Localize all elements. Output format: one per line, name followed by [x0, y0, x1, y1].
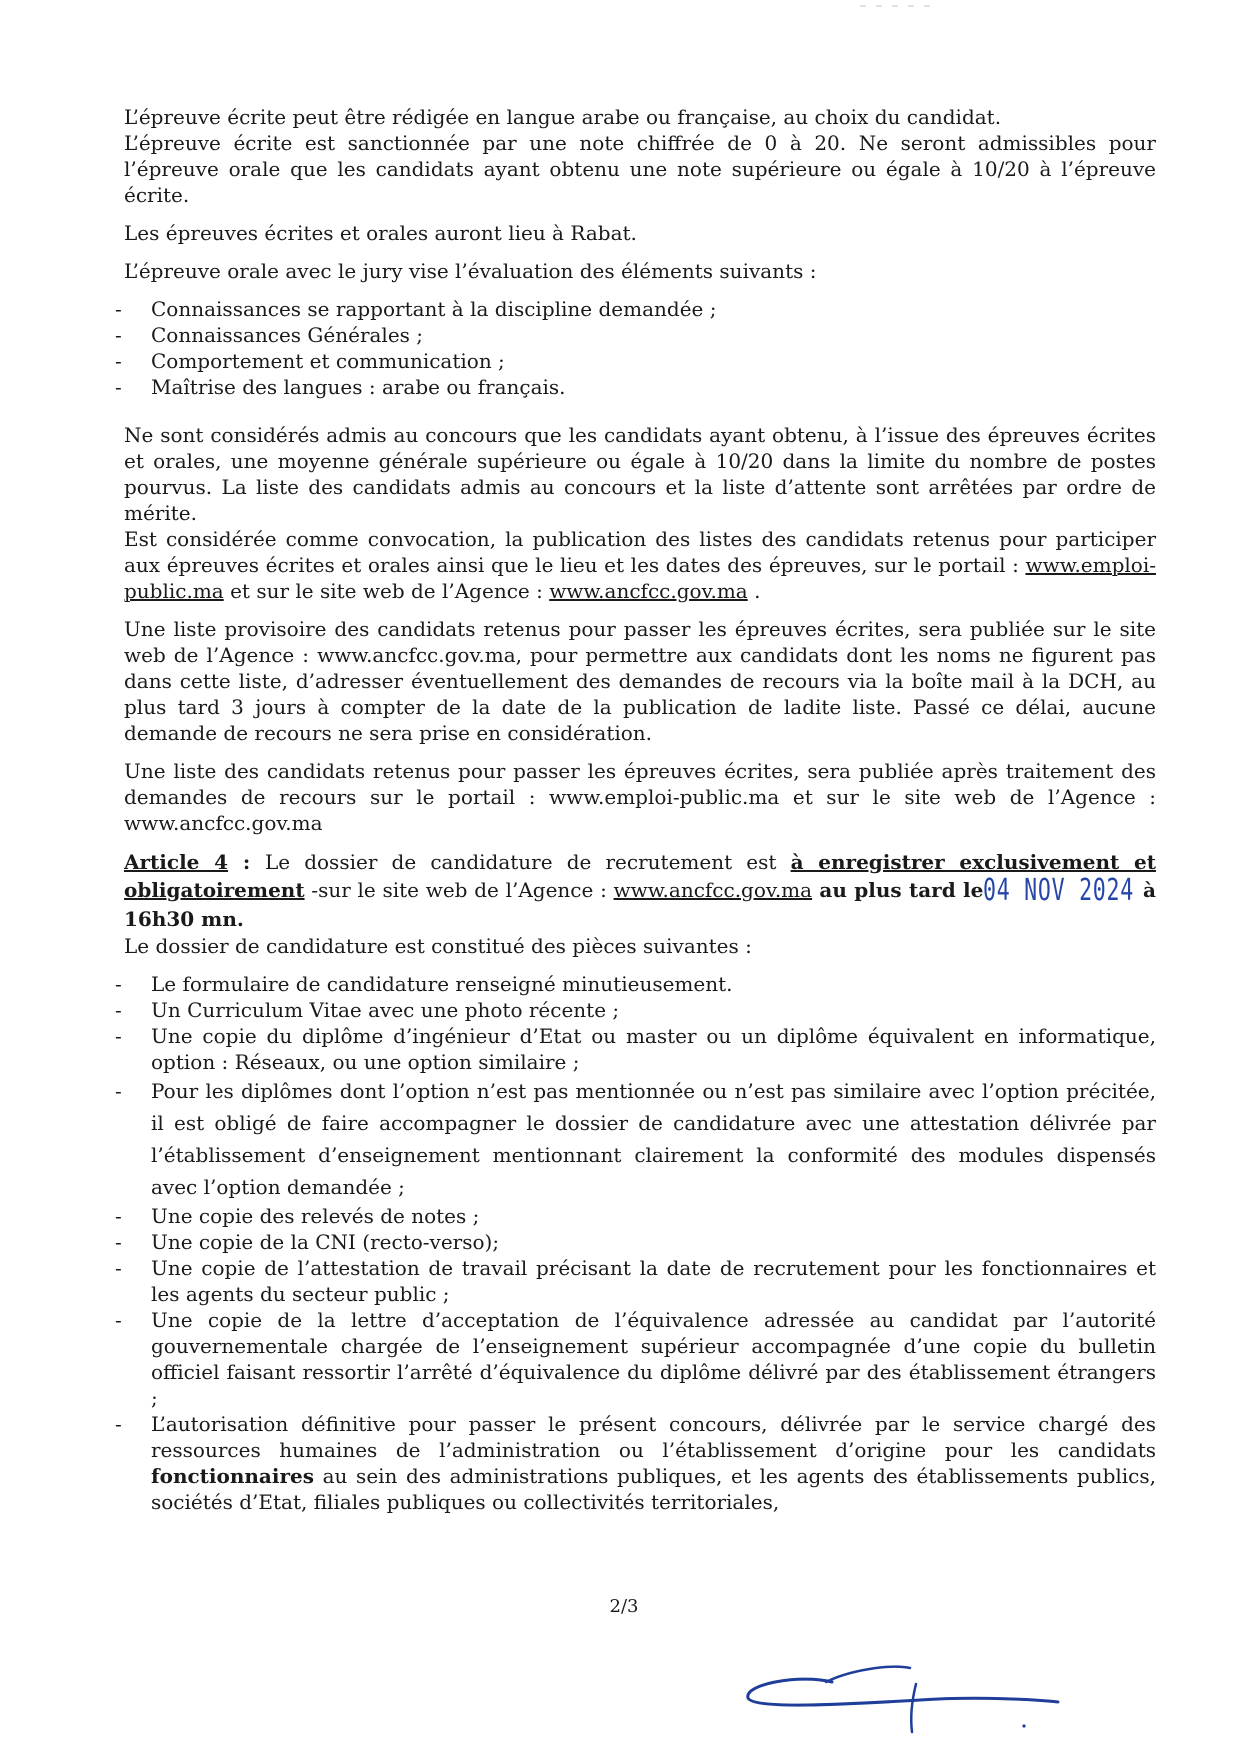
paragraph-dossier-intro: Le dossier de candidature est constitué des pièces suivantes :	[124, 934, 752, 958]
article-4-text-b: -sur le site web de l’Agence :	[304, 878, 614, 902]
list-item: - Pour les diplômes dont l’option n’est pas mentionnée ou n’est pas similaire avec l’option précitée, il est obligé de faire accompagner le dossier de candidature avec une attestation délivrée par l’établissement d’enseignement mentionnant clairement la conformité des modules dispensés avec l’option demandée ;	[124, 1075, 1156, 1203]
list-item: - Le formulaire de candidature renseigné minutieusement.	[124, 971, 1156, 997]
article-4-emphasis: à enregistrer exclusivement et obligatoirement	[124, 850, 1156, 902]
convocation-text-c: .	[747, 579, 761, 603]
oral-criteria-list	[124, 296, 1156, 400]
paragraph-oral-intro: L’épreuve orale avec le jury vise l’évaluation des éléments suivants :	[124, 259, 817, 283]
list-item	[124, 1411, 1156, 1515]
list-item: - Un Curriculum Vitae avec une photo récente ;	[124, 997, 1156, 1023]
paragraph-written-grading: L’épreuve écrite est sanctionnée par une note chiffrée de 0 à 20. Ne seront admissibles pour l’épreuve orale que les candidats ayant obtenu une note supérieure ou égale à 10/20 à l’épreuve écrite.	[124, 131, 1156, 207]
list-item: - Une copie de la lettre d’acceptation de l’équivalence adressée au candidat par l’autorité gouvernementale chargée de l’enseignement supérieur accompagnée d’une copie du bulletin officiel faisant ressortir l’arrêté d’équivalence du diplôme délivré par des établissement étrangers ;	[124, 1307, 1156, 1411]
list-item: - Une copie des relevés de notes ;	[124, 1203, 1156, 1229]
ancfcc-link[interactable]: www.ancfcc.gov.ma	[549, 579, 748, 603]
article-4-label: Article 4	[124, 850, 229, 874]
paragraph-admission: Ne sont considérés admis au concours que les candidats ayant obtenu, à l’issue des épreuves écrites et orales, une moyenne générale supérieure ou égale à 10/20 dans la limite du nombre de postes pourvus. La liste des candidats admis au concours et la liste d’attente sont arrêtées par ordre de mérite.	[124, 423, 1156, 525]
signature	[740, 1640, 1080, 1740]
ancfcc-link-article-4[interactable]: www.ancfcc.gov.ma	[613, 878, 813, 902]
paragraph-written-language: L’épreuve écrite peut être rédigée en langue arabe ou française, au choix du candidat.	[124, 105, 1002, 129]
list-item: - Une copie de la CNI (recto-verso);	[124, 1229, 1156, 1255]
authorization-text-a: L’autorisation définitive pour passer le présent concours, délivrée par le service chargé des ressources humaines de l’administration ou l’établissement d’origine pour les candidats	[151, 1412, 1156, 1462]
list-item: - Comportement et communication ;	[124, 348, 1156, 374]
emploi-public-link[interactable]: www.emploi-public.ma	[124, 553, 1156, 603]
paragraph-convocation	[124, 526, 1156, 604]
document-body	[124, 104, 1156, 1515]
article-4-deadline-prefix: au plus tard le	[812, 878, 984, 902]
scan-artifact	[860, 4, 940, 8]
list-item: - Connaissances Générales ;	[124, 322, 1156, 348]
paragraph-location: Les épreuves écrites et orales auront lieu à Rabat.	[124, 221, 637, 245]
page-number: 2/3	[609, 1596, 639, 1617]
authorization-text-b: au sein des administrations publiques, et les agents des établissements publics, sociétés d’Etat, filiales publiques ou collectivités territoriales,	[151, 1464, 1156, 1514]
paragraph-final-list: Une liste des candidats retenus pour passer les épreuves écrites, sera publiée après traitement des demandes de recours sur le portail : www.emploi-public.ma et sur le site web de l’Agence : www.ancfcc.gov.ma	[124, 759, 1156, 835]
list-item: - Connaissances se rapportant à la discipline demandée ;	[124, 296, 1156, 322]
list-item: - Une copie du diplôme d’ingénieur d’Etat ou master ou un diplôme équivalent en informatique, option : Réseaux, ou une option similaire ;	[124, 1023, 1156, 1075]
list-item: - Une copie de l’attestation de travail précisant la date de recrutement pour les fonctionnaires et les agents du secteur public ;	[124, 1255, 1156, 1307]
date-stamp: 04 NOV 2024	[983, 873, 1135, 908]
paragraph-provisional-list: Une liste provisoire des candidats retenus pour passer les épreuves écrites, sera publiée sur le site web de l’Agence : www.ancfcc.gov.ma, pour permettre aux candidats dont les noms ne figurent pas dans cette liste, d’adresser éventuellement des demandes de recours via la boîte mail à la DCH, au plus tard 3 jours à compter de la date de la publication de ladite liste. Passé ce délai, aucune demande de recours ne sera prise en considération.	[124, 617, 1156, 745]
convocation-text-a: Est considérée comme convocation, la publication des listes des candidats retenus pour participer aux épreuves écrites et orales ainsi que le lieu et les dates des épreuves, sur le portail :	[124, 527, 1156, 577]
article-4-colon: :	[228, 850, 265, 874]
article-4-text-a: Le dossier de candidature de recrutement est	[264, 850, 791, 874]
article-4-time: à 16h30 mn.	[124, 878, 1156, 931]
paragraph-article-4	[124, 848, 1156, 933]
authorization-emphasis: fonctionnaires	[151, 1464, 314, 1488]
dossier-pieces-list	[124, 971, 1156, 1515]
list-item: - Maîtrise des langues : arabe ou français.	[124, 374, 1156, 400]
convocation-text-b: et sur le site web de l’Agence :	[223, 579, 550, 603]
